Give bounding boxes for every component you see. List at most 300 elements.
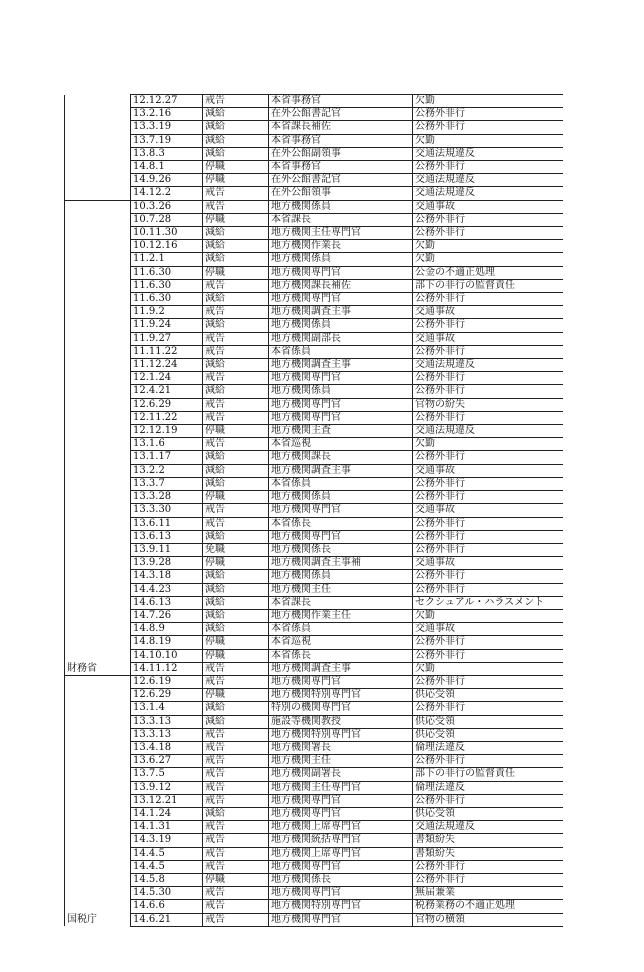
reason-cell: 交通事故 [413, 464, 563, 477]
position-cell: 在外公館書記官 [269, 174, 413, 187]
position-cell: 地方機関専門官 [269, 504, 413, 517]
reason-cell: 倫理法違反 [413, 741, 563, 754]
position-cell: 地方機関専門官 [269, 860, 413, 873]
reason-cell: 欠勤 [413, 438, 563, 451]
table-row [65, 213, 563, 226]
table-row [65, 847, 563, 860]
position-cell: 地方機関主任専門官 [269, 781, 413, 794]
table-row [65, 95, 563, 108]
reason-cell: 欠勤 [413, 253, 563, 266]
reason-cell: 公務外非行 [413, 649, 563, 662]
date-cell: 14.8.9 [131, 623, 203, 636]
action-type-cell: 戒告 [203, 913, 269, 926]
action-type-cell: 戒告 [203, 517, 269, 530]
date-cell: 10.11.30 [131, 227, 203, 240]
position-cell: 地方機関課長 [269, 451, 413, 464]
position-cell: 地方機関専門官 [269, 794, 413, 807]
action-type-cell: 減給 [203, 623, 269, 636]
table-row [65, 293, 563, 306]
position-cell: 地方機関専門官 [269, 807, 413, 820]
table-row [65, 741, 563, 754]
table-row [65, 240, 563, 253]
reason-cell: 交通法規違反 [413, 174, 563, 187]
date-cell: 13.9.11 [131, 543, 203, 556]
table-row [65, 649, 563, 662]
table-row [65, 689, 563, 702]
action-type-cell: 減給 [203, 596, 269, 609]
table-row [65, 583, 563, 596]
reason-cell: 倫理法違反 [413, 781, 563, 794]
position-cell: 本省巡視 [269, 636, 413, 649]
reason-cell: 公務外非行 [413, 583, 563, 596]
reason-cell: 交通事故 [413, 557, 563, 570]
action-type-cell: 減給 [203, 134, 269, 147]
date-cell: 13.4.18 [131, 741, 203, 754]
position-cell: 地方機関特別専門官 [269, 689, 413, 702]
reason-cell: 公務外非行 [413, 121, 563, 134]
action-type-cell: 減給 [203, 121, 269, 134]
reason-cell: 公務外非行 [413, 213, 563, 226]
action-type-cell: 戒告 [203, 345, 269, 358]
action-type-cell: 減給 [203, 530, 269, 543]
position-cell: 地方機関主任 [269, 755, 413, 768]
date-cell: 13.2.2 [131, 464, 203, 477]
ministry-cell [65, 95, 131, 201]
date-cell: 14.7.26 [131, 609, 203, 622]
action-type-cell: 減給 [203, 702, 269, 715]
position-cell: 地方機関上席専門官 [269, 847, 413, 860]
action-type-cell: 戒告 [203, 887, 269, 900]
position-cell: 地方機関統括専門官 [269, 834, 413, 847]
reason-cell: 公金の不適正処理 [413, 266, 563, 279]
date-cell: 13.3.19 [131, 121, 203, 134]
date-cell: 12.12.27 [131, 95, 203, 108]
position-cell: 地方機関課長補佐 [269, 279, 413, 292]
date-cell: 10.7.28 [131, 213, 203, 226]
reason-cell: 交通事故 [413, 504, 563, 517]
position-cell: 地方機関専門官 [269, 887, 413, 900]
action-type-cell: 減給 [203, 609, 269, 622]
position-cell: 地方機関調査主事 [269, 306, 413, 319]
position-cell: 地方機関専門官 [269, 411, 413, 424]
reason-cell: 交通法規違反 [413, 187, 563, 200]
reason-cell: 税務業務の不適正処理 [413, 900, 563, 913]
position-cell: 本省事務官 [269, 161, 413, 174]
date-cell: 12.1.24 [131, 372, 203, 385]
table-row [65, 517, 563, 530]
date-cell: 13.9.12 [131, 781, 203, 794]
position-cell: 地方機関係員 [269, 200, 413, 213]
reason-cell: 公務外非行 [413, 108, 563, 121]
ministry-cell [65, 675, 131, 926]
reason-cell: 供応受領 [413, 728, 563, 741]
action-type-cell: 戒告 [203, 741, 269, 754]
ministry-label: 国税庁 [67, 914, 97, 926]
position-cell: 地方機関副部長 [269, 332, 413, 345]
position-cell: 地方機関調査主事 [269, 464, 413, 477]
date-cell: 14.12.2 [131, 187, 203, 200]
date-cell: 13.1.4 [131, 702, 203, 715]
position-cell: 特別の機関専門官 [269, 702, 413, 715]
action-type-cell: 減給 [203, 147, 269, 160]
date-cell: 13.7.5 [131, 768, 203, 781]
table-row [65, 266, 563, 279]
action-type-cell: 戒告 [203, 794, 269, 807]
position-cell: 地方機関専門官 [269, 913, 413, 926]
position-cell: 地方機関係員 [269, 491, 413, 504]
date-cell: 11.6.30 [131, 279, 203, 292]
reason-cell: 無届兼業 [413, 887, 563, 900]
date-cell: 13.6.27 [131, 755, 203, 768]
reason-cell: 公務外非行 [413, 873, 563, 886]
date-cell: 12.6.29 [131, 398, 203, 411]
reason-cell: 公務外非行 [413, 345, 563, 358]
table-row [65, 913, 563, 926]
action-type-cell: 戒告 [203, 279, 269, 292]
table-row [65, 768, 563, 781]
reason-cell: 公務外非行 [413, 530, 563, 543]
action-type-cell: 停職 [203, 213, 269, 226]
date-cell: 11.6.30 [131, 266, 203, 279]
position-cell: 地方機関調査主事 [269, 662, 413, 675]
position-cell: 地方機関係長 [269, 873, 413, 886]
table-row [65, 504, 563, 517]
position-cell: 地方機関作業長 [269, 240, 413, 253]
date-cell: 14.6.21 [131, 913, 203, 926]
table-row [65, 834, 563, 847]
reason-cell: 公務外非行 [413, 477, 563, 490]
table-row [65, 161, 563, 174]
ministry-cell [65, 200, 131, 675]
action-type-cell: 停職 [203, 425, 269, 438]
position-cell: 本省課長 [269, 213, 413, 226]
action-type-cell: 減給 [203, 293, 269, 306]
position-cell: 地方機関主査 [269, 425, 413, 438]
action-type-cell: 戒告 [203, 900, 269, 913]
date-cell: 14.3.18 [131, 570, 203, 583]
position-cell: 本省係員 [269, 477, 413, 490]
action-type-cell: 戒告 [203, 662, 269, 675]
reason-cell: 公務外非行 [413, 491, 563, 504]
records-body [65, 95, 563, 927]
table-row [65, 781, 563, 794]
date-cell: 14.6.13 [131, 596, 203, 609]
position-cell: 地方機関特別専門官 [269, 728, 413, 741]
position-cell: 本省事務官 [269, 134, 413, 147]
action-type-cell: 停職 [203, 557, 269, 570]
reason-cell: 公務外非行 [413, 755, 563, 768]
date-cell: 13.7.19 [131, 134, 203, 147]
action-type-cell: 停職 [203, 266, 269, 279]
action-type-cell: 戒告 [203, 187, 269, 200]
action-type-cell: 戒告 [203, 847, 269, 860]
position-cell: 施設等機関教授 [269, 715, 413, 728]
reason-cell: 交通法規違反 [413, 147, 563, 160]
table-row [65, 662, 563, 675]
date-cell: 11.12.24 [131, 359, 203, 372]
table-row [65, 134, 563, 147]
date-cell: 14.4.23 [131, 583, 203, 596]
table-row [65, 728, 563, 741]
table-row [65, 200, 563, 213]
table-row [65, 451, 563, 464]
date-cell: 11.9.27 [131, 332, 203, 345]
date-cell: 12.6.29 [131, 689, 203, 702]
position-cell: 在外公館副領事 [269, 147, 413, 160]
date-cell: 10.3.26 [131, 200, 203, 213]
date-cell: 14.11.12 [131, 662, 203, 675]
table-row [65, 477, 563, 490]
action-type-cell: 戒告 [203, 200, 269, 213]
date-cell: 12.6.19 [131, 675, 203, 688]
action-type-cell: 減給 [203, 807, 269, 820]
table-row [65, 345, 563, 358]
action-type-cell: 戒告 [203, 860, 269, 873]
position-cell: 地方機関係員 [269, 253, 413, 266]
date-cell: 13.12.21 [131, 794, 203, 807]
reason-cell: 公務外非行 [413, 794, 563, 807]
reason-cell: 欠勤 [413, 134, 563, 147]
position-cell: 地方機関専門官 [269, 398, 413, 411]
date-cell: 13.6.11 [131, 517, 203, 530]
disciplinary-records-table [64, 94, 563, 927]
reason-cell: 公務外非行 [413, 319, 563, 332]
reason-cell: 公務外非行 [413, 451, 563, 464]
date-cell: 13.3.28 [131, 491, 203, 504]
table-row [65, 253, 563, 266]
date-cell: 13.1.6 [131, 438, 203, 451]
date-cell: 13.2.16 [131, 108, 203, 121]
action-type-cell: 停職 [203, 491, 269, 504]
position-cell: 本省巡視 [269, 438, 413, 451]
table-row [65, 108, 563, 121]
reason-cell: 公務外非行 [413, 372, 563, 385]
table-row [65, 702, 563, 715]
reason-cell: 欠勤 [413, 662, 563, 675]
action-type-cell: 減給 [203, 451, 269, 464]
date-cell: 14.5.8 [131, 873, 203, 886]
table-row [65, 557, 563, 570]
position-cell: 地方機関係員 [269, 570, 413, 583]
ministry-label: 財務省 [67, 662, 97, 674]
date-cell: 13.3.13 [131, 728, 203, 741]
position-cell: 地方機関専門官 [269, 293, 413, 306]
table-row [65, 530, 563, 543]
date-cell: 13.6.13 [131, 530, 203, 543]
date-cell: 14.4.5 [131, 847, 203, 860]
position-cell: 在外公館領事 [269, 187, 413, 200]
action-type-cell: 減給 [203, 108, 269, 121]
position-cell: 地方機関主任 [269, 583, 413, 596]
table-row [65, 596, 563, 609]
reason-cell: 公務外非行 [413, 517, 563, 530]
date-cell: 13.1.17 [131, 451, 203, 464]
reason-cell: 欠勤 [413, 240, 563, 253]
date-cell: 14.4.5 [131, 860, 203, 873]
date-cell: 11.9.2 [131, 306, 203, 319]
action-type-cell: 停職 [203, 161, 269, 174]
date-cell: 11.9.24 [131, 319, 203, 332]
position-cell: 地方機関係員 [269, 319, 413, 332]
table-row [65, 187, 563, 200]
reason-cell: 公務外非行 [413, 543, 563, 556]
date-cell: 14.9.26 [131, 174, 203, 187]
date-cell: 14.5.30 [131, 887, 203, 900]
reason-cell: 供応受領 [413, 715, 563, 728]
table-row [65, 385, 563, 398]
table-row [65, 675, 563, 688]
position-cell: 本省事務官 [269, 95, 413, 108]
reason-cell: 供応受領 [413, 807, 563, 820]
reason-cell: 欠勤 [413, 95, 563, 108]
date-cell: 14.6.6 [131, 900, 203, 913]
table-row [65, 319, 563, 332]
action-type-cell: 戒告 [203, 781, 269, 794]
action-type-cell: 減給 [203, 464, 269, 477]
table-row [65, 438, 563, 451]
date-cell: 13.3.7 [131, 477, 203, 490]
position-cell: 地方機関作業主任 [269, 609, 413, 622]
position-cell: 地方機関特別専門官 [269, 900, 413, 913]
position-cell: 地方機関署長 [269, 741, 413, 754]
reason-cell: 公務外非行 [413, 702, 563, 715]
action-type-cell: 減給 [203, 227, 269, 240]
position-cell: 地方機関調査主事補 [269, 557, 413, 570]
action-type-cell: 戒告 [203, 438, 269, 451]
reason-cell: 官物の横領 [413, 913, 563, 926]
table-row [65, 900, 563, 913]
table-row [65, 636, 563, 649]
reason-cell: 欠勤 [413, 609, 563, 622]
position-cell: 地方機関専門官 [269, 530, 413, 543]
table-row [65, 398, 563, 411]
reason-cell: 供応受領 [413, 689, 563, 702]
action-type-cell: 免職 [203, 543, 269, 556]
position-cell: 在外公館書記官 [269, 108, 413, 121]
table-row [65, 821, 563, 834]
date-cell: 14.8.1 [131, 161, 203, 174]
reason-cell: 公務外非行 [413, 293, 563, 306]
position-cell: 地方機関主任専門官 [269, 227, 413, 240]
action-type-cell: 減給 [203, 319, 269, 332]
position-cell: 本省係長 [269, 649, 413, 662]
table-row [65, 715, 563, 728]
reason-cell: 書類紛失 [413, 847, 563, 860]
action-type-cell: 戒告 [203, 398, 269, 411]
date-cell: 14.1.24 [131, 807, 203, 820]
action-type-cell: 減給 [203, 240, 269, 253]
position-cell: 地方機関上席専門官 [269, 821, 413, 834]
date-cell: 12.4.21 [131, 385, 203, 398]
table-row [65, 411, 563, 424]
action-type-cell: 戒告 [203, 728, 269, 741]
position-cell: 本省課長 [269, 596, 413, 609]
table-row [65, 227, 563, 240]
table-row [65, 570, 563, 583]
date-cell: 14.8.19 [131, 636, 203, 649]
reason-cell: 部下の非行の監督責任 [413, 279, 563, 292]
position-cell: 本省係長 [269, 517, 413, 530]
reason-cell: 公務外非行 [413, 385, 563, 398]
table-row [65, 279, 563, 292]
position-cell: 本省係員 [269, 345, 413, 358]
action-type-cell: 戒告 [203, 834, 269, 847]
table-row [65, 887, 563, 900]
date-cell: 13.9.28 [131, 557, 203, 570]
reason-cell: 官物の紛失 [413, 398, 563, 411]
table-row [65, 860, 563, 873]
date-cell: 13.8.3 [131, 147, 203, 160]
reason-cell: 交通法規違反 [413, 425, 563, 438]
reason-cell: 交通事故 [413, 200, 563, 213]
table-row [65, 609, 563, 622]
position-cell: 地方機関副署長 [269, 768, 413, 781]
date-cell: 13.3.30 [131, 504, 203, 517]
table-row [65, 121, 563, 134]
action-type-cell: 減給 [203, 570, 269, 583]
table-row [65, 332, 563, 345]
reason-cell: 公務外非行 [413, 227, 563, 240]
table-row [65, 425, 563, 438]
position-cell: 地方機関調査主事 [269, 359, 413, 372]
action-type-cell: 戒告 [203, 306, 269, 319]
reason-cell: 公務外非行 [413, 161, 563, 174]
position-cell: 本省係員 [269, 623, 413, 636]
reason-cell: 部下の非行の監督責任 [413, 768, 563, 781]
action-type-cell: 戒告 [203, 504, 269, 517]
action-type-cell: 戒告 [203, 411, 269, 424]
reason-cell: 公務外非行 [413, 860, 563, 873]
reason-cell: セクシュアル・ハラスメント [413, 596, 563, 609]
reason-cell: 交通事故 [413, 306, 563, 319]
position-cell: 地方機関専門官 [269, 372, 413, 385]
action-type-cell: 戒告 [203, 95, 269, 108]
action-type-cell: 戒告 [203, 372, 269, 385]
date-cell: 13.3.13 [131, 715, 203, 728]
table-row [65, 372, 563, 385]
reason-cell: 交通法規違反 [413, 359, 563, 372]
reason-cell: 公務外非行 [413, 570, 563, 583]
action-type-cell: 停職 [203, 649, 269, 662]
table-row [65, 755, 563, 768]
action-type-cell: 減給 [203, 359, 269, 372]
position-cell: 地方機関係員 [269, 385, 413, 398]
table-row [65, 147, 563, 160]
action-type-cell: 戒告 [203, 332, 269, 345]
position-cell: 地方機関係長 [269, 543, 413, 556]
action-type-cell: 減給 [203, 253, 269, 266]
action-type-cell: 減給 [203, 385, 269, 398]
date-cell: 14.3.19 [131, 834, 203, 847]
table-row [65, 359, 563, 372]
reason-cell: 書類紛失 [413, 834, 563, 847]
table-row [65, 807, 563, 820]
reason-cell: 公務外非行 [413, 636, 563, 649]
position-cell: 地方機関専門官 [269, 675, 413, 688]
action-type-cell: 減給 [203, 715, 269, 728]
table-row [65, 794, 563, 807]
action-type-cell: 戒告 [203, 768, 269, 781]
table-row [65, 464, 563, 477]
table-row [65, 623, 563, 636]
table-row [65, 543, 563, 556]
table-row [65, 306, 563, 319]
date-cell: 11.11.22 [131, 345, 203, 358]
action-type-cell: 停職 [203, 873, 269, 886]
action-type-cell: 停職 [203, 636, 269, 649]
reason-cell: 交通事故 [413, 332, 563, 345]
reason-cell: 公務外非行 [413, 411, 563, 424]
